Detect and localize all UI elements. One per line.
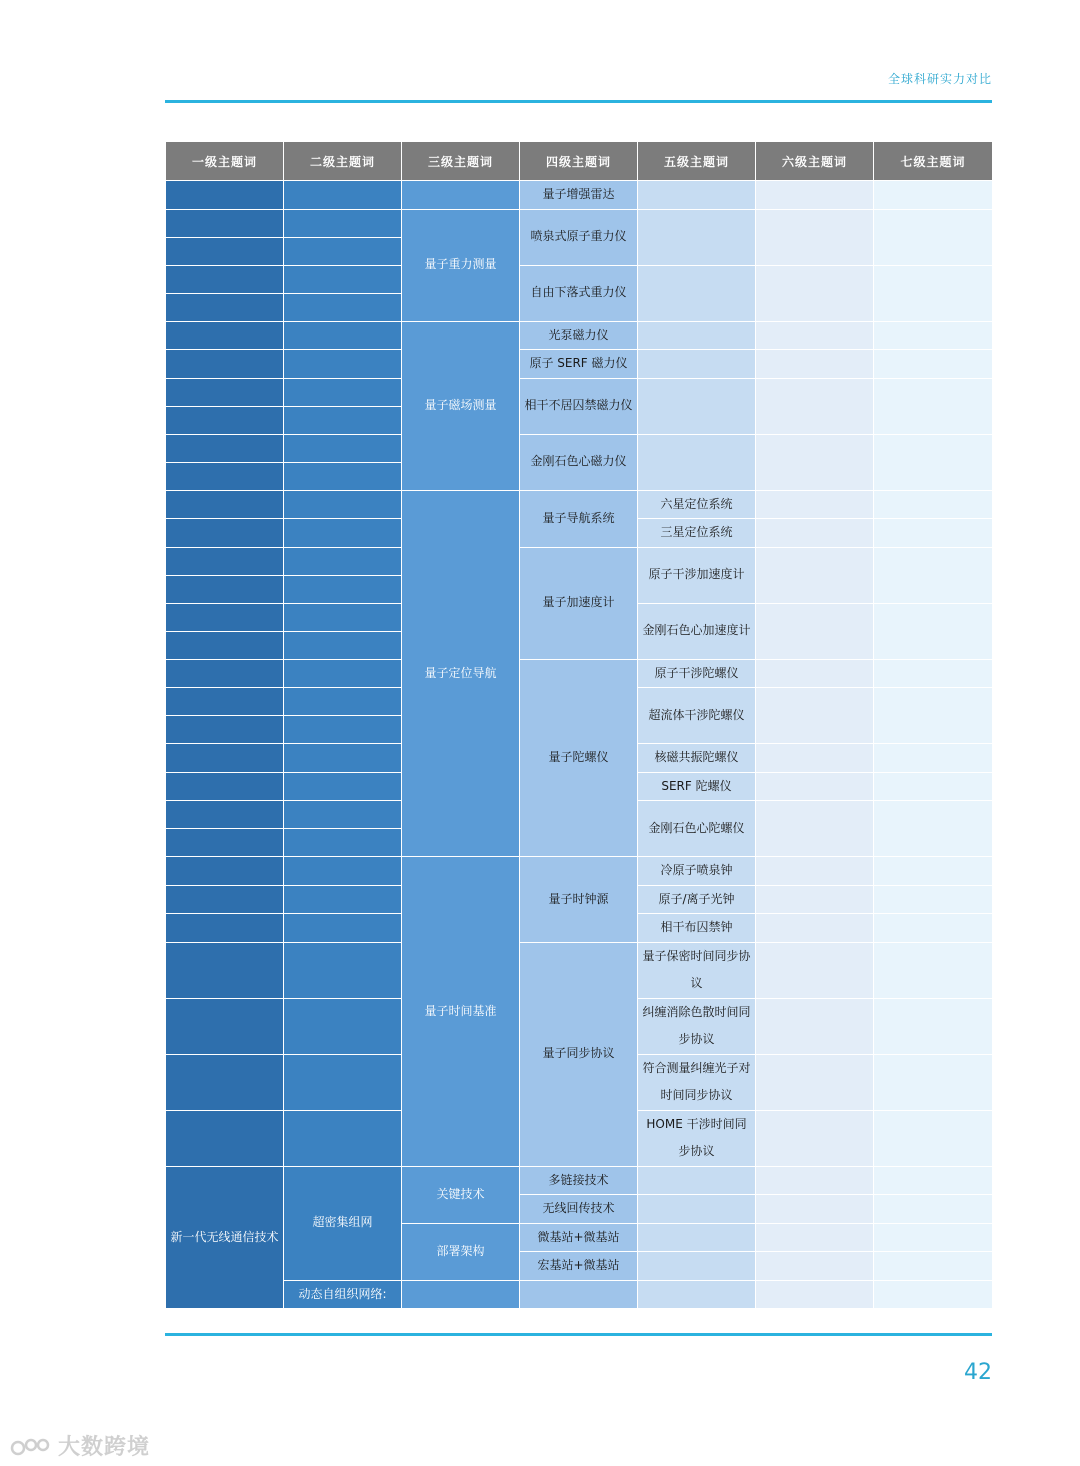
cell-serf-gyro: SERF 陀螺仪 (638, 772, 756, 801)
header-level5: 五级主题词 (638, 142, 756, 181)
cell-six-star: 六星定位系统 (638, 490, 756, 519)
cell-optical-pump: 光泵磁力仪 (520, 321, 638, 350)
cell-time: 量子时间基准 (402, 857, 520, 1167)
header-level1: 一级主题词 (166, 142, 284, 181)
cell-multilink: 多链接技术 (520, 1166, 638, 1195)
table-row (166, 857, 993, 886)
table-row (166, 1166, 993, 1195)
cell-three-star: 三星定位系统 (638, 519, 756, 548)
page-number: 42 (964, 1360, 992, 1385)
cell-macro-micro: 宏基站+微基站 (520, 1252, 638, 1281)
cell-gyroscope: 量子陀螺仪 (520, 659, 638, 857)
header-level6: 六级主题词 (756, 142, 874, 181)
cell-freefall-gravimeter: 自由下落式重力仪 (520, 265, 638, 321)
table-row (166, 209, 993, 237)
cell-gravity: 量子重力测量 (402, 209, 520, 321)
cell-adhoc: 动态自组织网络: (284, 1280, 402, 1309)
header-level3: 三级主题词 (402, 142, 520, 181)
cell-atom-interf-accel: 原子干涉加速度计 (638, 547, 756, 603)
cell-nmr-gyro: 核磁共振陀螺仪 (638, 744, 756, 773)
cell-secure-sync: 量子保密时间同步协议 (638, 942, 756, 998)
cell-nv-accel: 金刚石色心加速度计 (638, 603, 756, 659)
cell-micro-micro: 微基站+微基站 (520, 1223, 638, 1252)
topic-hierarchy-table (165, 141, 993, 1309)
table-row (166, 490, 993, 519)
cell-sync-protocol: 量子同步协议 (520, 942, 638, 1166)
cell-cold-fountain: 冷原子喷泉钟 (638, 857, 756, 886)
table-header-row (166, 142, 993, 181)
footer-rule (165, 1333, 992, 1336)
cell-home-sync: HOME 干涉时间同步协议 (638, 1110, 756, 1166)
cell-navigation: 量子定位导航 (402, 490, 520, 857)
cell-dispersion-sync: 纠缠消除色散时间同步协议 (638, 998, 756, 1054)
table-row (166, 321, 993, 350)
section-title: 全球科研实力对比 (887, 72, 992, 86)
cell-serf-mag: 原子 SERF 磁力仪 (520, 350, 638, 379)
cell-radar: 量子增强雷达 (520, 181, 638, 210)
cell-fountain-gravimeter: 喷泉式原子重力仪 (520, 209, 638, 265)
table-row (166, 659, 993, 688)
cell-wireless: 新一代无线通信技术 (166, 1166, 284, 1309)
cell-deploy: 部署架构 (402, 1223, 520, 1280)
cell-nav-system: 量子导航系统 (520, 490, 638, 547)
header-rule (165, 100, 992, 103)
header-level4: 四级主题词 (520, 142, 638, 181)
cell-cpt-clock: 相干布囚禁钟 (638, 914, 756, 943)
cell-superfluid-gyro: 超流体干涉陀螺仪 (638, 688, 756, 744)
cell-accelerometer: 量子加速度计 (520, 547, 638, 659)
cell-nv-mag: 金刚石色心磁力仪 (520, 434, 638, 490)
cell-clock-source: 量子时钟源 (520, 857, 638, 943)
cell-magnetic: 量子磁场测量 (402, 321, 520, 490)
cell-key-tech: 关键技术 (402, 1166, 520, 1223)
cell-ion-clock: 原子/离子光钟 (638, 885, 756, 914)
cell-atom-interf-gyro: 原子干涉陀螺仪 (638, 659, 756, 688)
table-row (166, 547, 993, 575)
cell-cpt-mag: 相干不居囚禁磁力仪 (520, 378, 638, 434)
table-row (166, 434, 993, 462)
watermark (10, 1430, 150, 1461)
cell-ultra-dense: 超密集组网 (284, 1166, 402, 1280)
cell-nv-gyro: 金刚石色心陀螺仪 (638, 801, 756, 857)
watermark-logo-icon (10, 1436, 54, 1460)
table-row (166, 350, 993, 379)
table-row (166, 1280, 993, 1309)
header-level2: 二级主题词 (284, 142, 402, 181)
cell-coincidence-sync: 符合测量纠缠光子对时间同步协议 (638, 1054, 756, 1110)
cell-backhaul: 无线回传技术 (520, 1195, 638, 1224)
table-row (166, 265, 993, 293)
table-row (166, 181, 993, 210)
table-row (166, 378, 993, 406)
watermark-text: 大数跨境 (58, 1435, 151, 1460)
header-level7: 七级主题词 (874, 142, 993, 181)
